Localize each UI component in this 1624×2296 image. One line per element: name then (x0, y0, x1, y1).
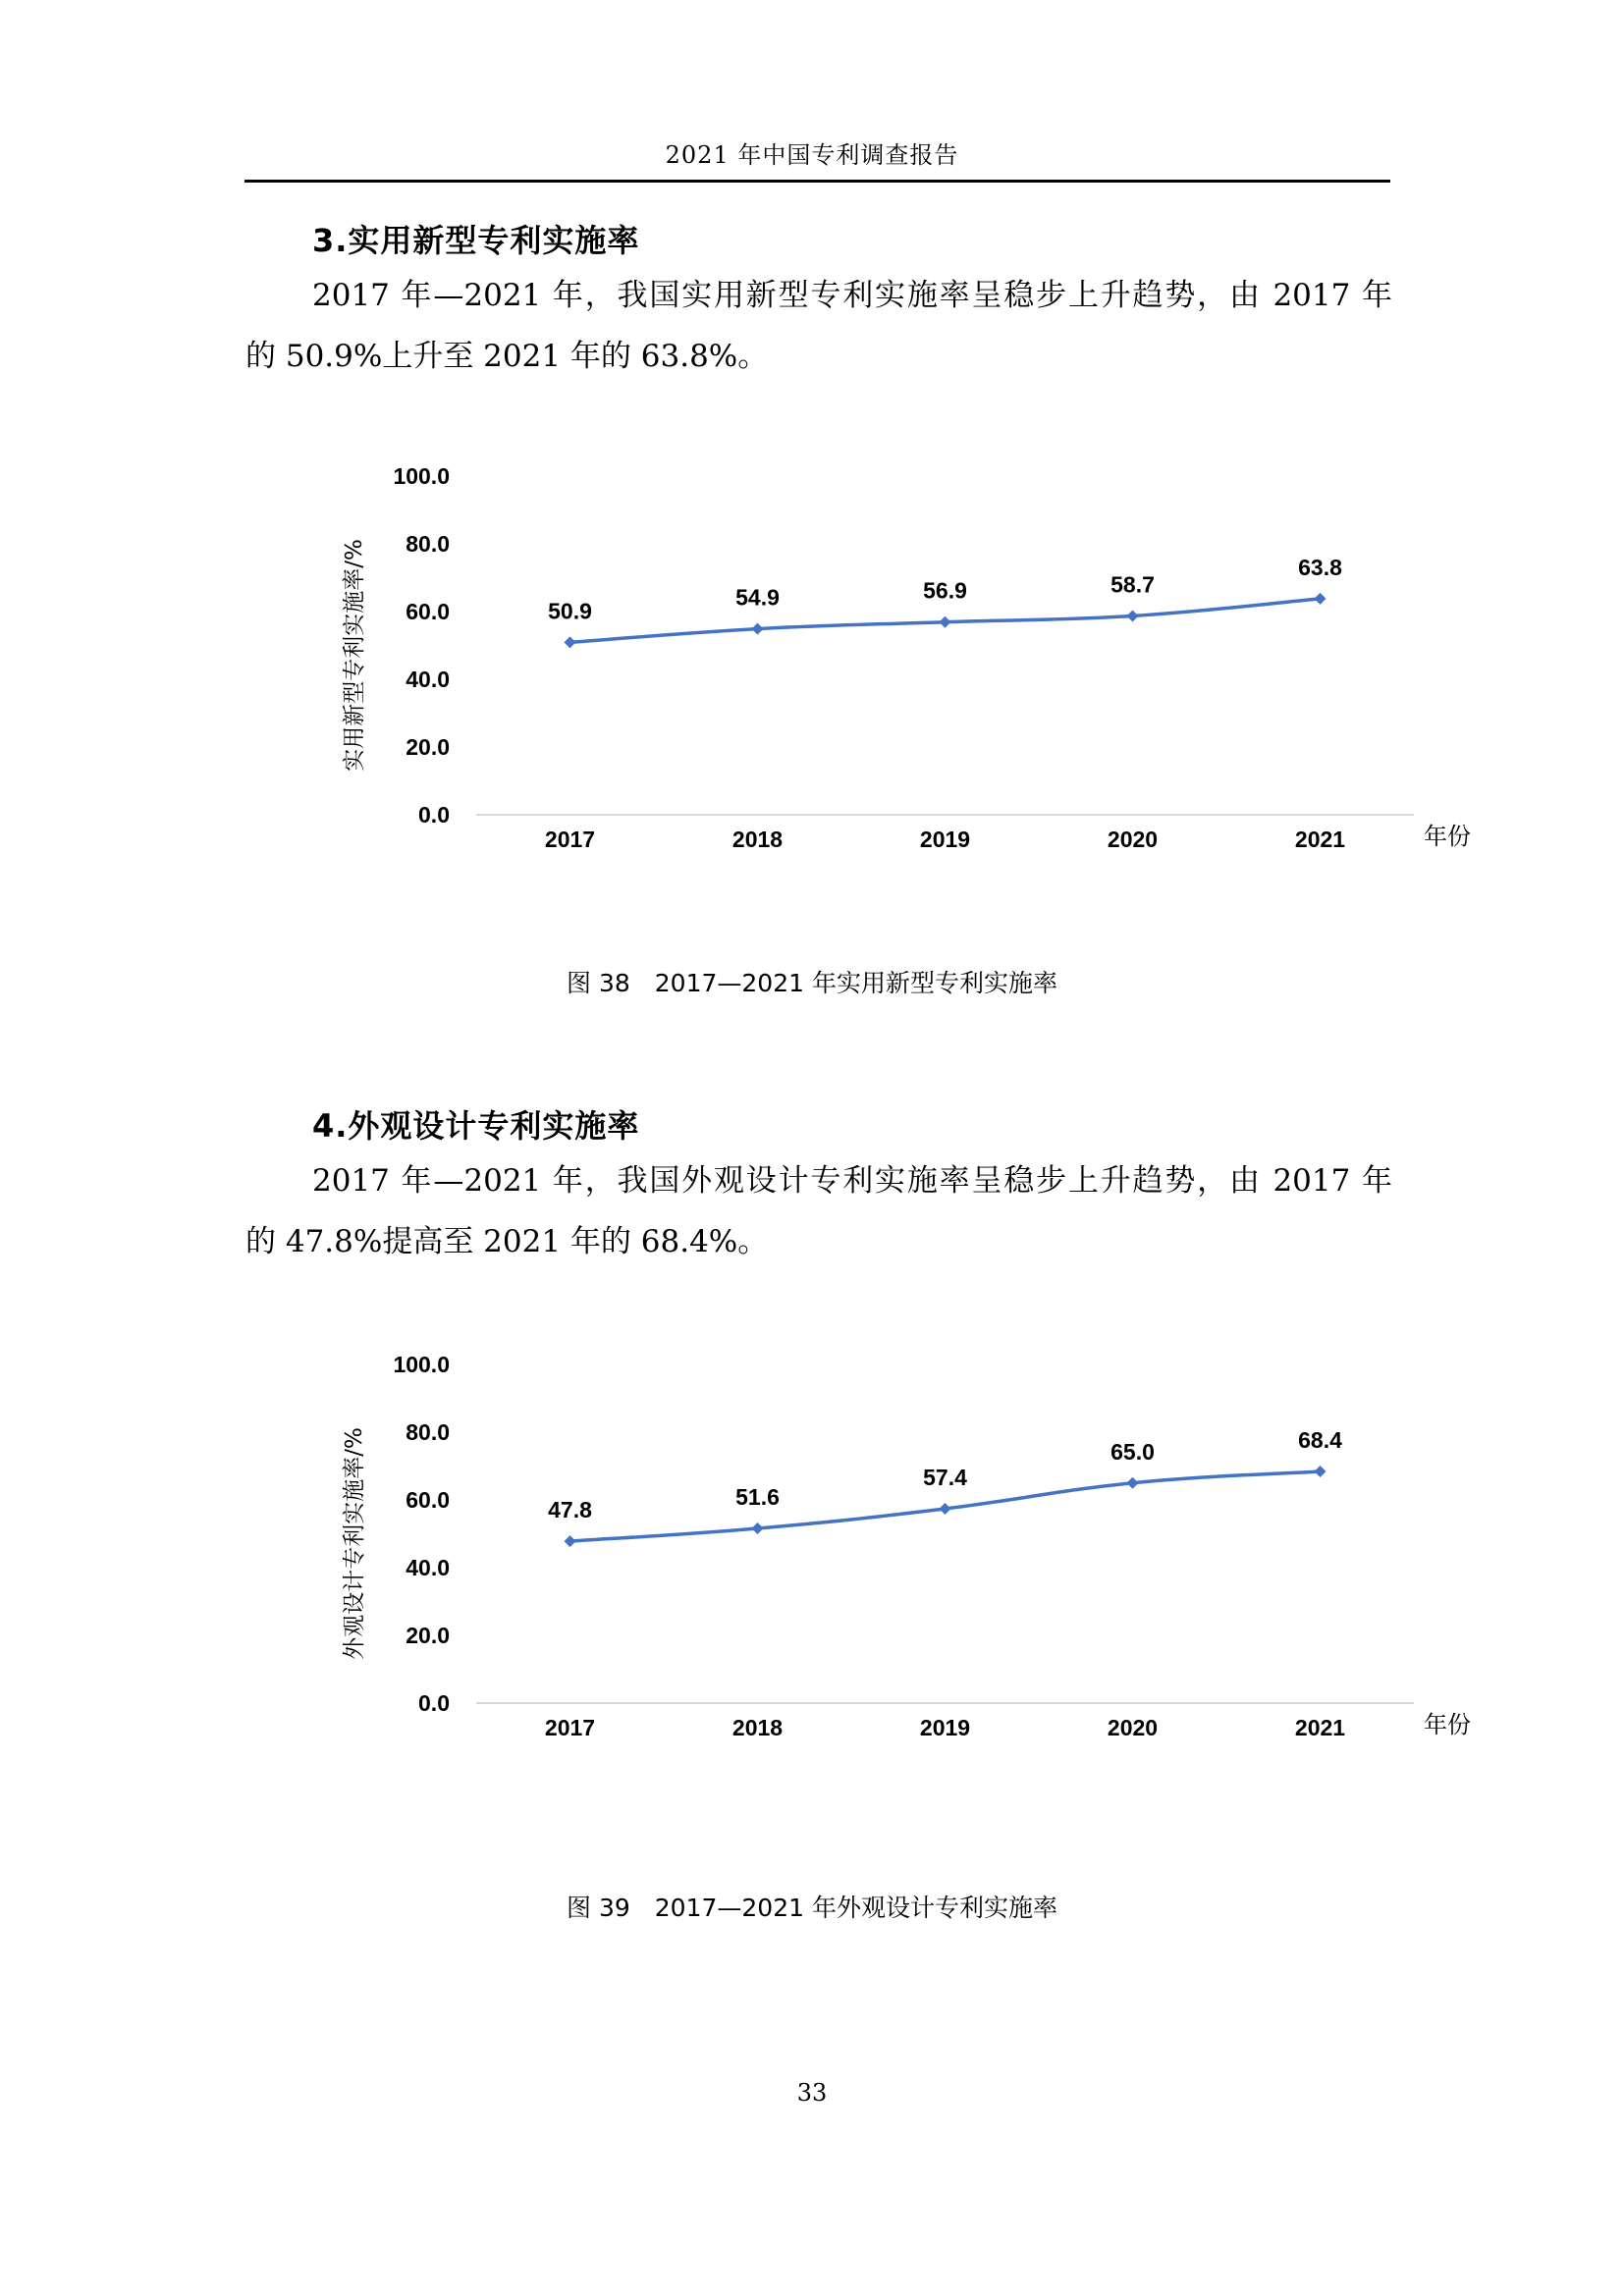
data-label: 54.9 (735, 584, 780, 611)
paragraph-line: 的 50.9%上升至 2021 年的 63.8%。 (245, 339, 769, 374)
y-tick-label: 80.0 (406, 531, 450, 557)
data-label: 63.8 (1298, 554, 1342, 580)
data-point-marker (565, 636, 576, 648)
chart-design-rate (324, 1350, 1471, 1740)
x-tick-label: 2021 (1294, 1715, 1346, 1740)
data-point-marker (940, 1503, 951, 1515)
paragraph-line: 的 47.8%提高至 2021 年的 68.4%。 (245, 1224, 769, 1259)
section-heading-utility-model: 3.实用新型专利实施率 (312, 222, 640, 259)
y-tick-label: 0.0 (418, 1690, 450, 1716)
x-tick-label: 2018 (731, 827, 784, 852)
chart-svg (324, 461, 1471, 874)
figure-caption-38: 图 38 2017—2021 年实用新型专利实施率 (567, 969, 1057, 997)
y-tick-label: 100.0 (393, 463, 450, 489)
page-number: 33 (796, 2079, 828, 2107)
y-axis-title: 外观设计专利实施率/% (342, 1427, 367, 1660)
y-tick-label: 100.0 (393, 1352, 450, 1377)
x-tick-label: 2021 (1294, 827, 1346, 852)
data-label: 50.9 (548, 598, 592, 624)
data-label: 58.7 (1110, 571, 1155, 598)
y-tick-label: 60.0 (406, 1487, 450, 1513)
y-axis-title: 实用新型专利实施率/% (342, 539, 367, 772)
y-tick-label: 0.0 (418, 802, 450, 828)
section-paragraph-utility-model (245, 265, 1392, 387)
x-tick-label: 2018 (731, 1715, 784, 1740)
x-tick-label: 2019 (919, 1715, 971, 1740)
section-paragraph-design (245, 1150, 1392, 1272)
x-tick-label: 2019 (919, 827, 971, 852)
y-tick-label: 40.0 (406, 667, 450, 692)
paragraph-line: 2017 年—2021 年，我国外观设计专利实施率呈稳步上升趋势，由 2017 年 (312, 1163, 1392, 1199)
header-divider (244, 180, 1390, 183)
data-label: 65.0 (1110, 1438, 1155, 1465)
y-tick-label: 20.0 (406, 1623, 450, 1648)
y-tick-label: 60.0 (406, 599, 450, 624)
data-label: 51.6 (735, 1483, 780, 1510)
data-label: 57.4 (923, 1464, 967, 1490)
data-point-marker (752, 1522, 764, 1534)
data-label: 47.8 (548, 1497, 592, 1523)
figure-caption-39: 图 39 2017—2021 年外观设计专利实施率 (567, 1894, 1057, 1922)
data-point-marker (1315, 1466, 1326, 1477)
data-label: 68.4 (1298, 1427, 1342, 1454)
chart-svg (324, 1350, 1471, 1762)
y-tick-label: 20.0 (406, 734, 450, 760)
data-label: 56.9 (923, 577, 967, 604)
paragraph-line: 2017 年—2021 年，我国实用新型专利实施率呈稳步上升趋势，由 2017 年 (312, 278, 1392, 313)
data-point-marker (565, 1535, 576, 1547)
y-tick-label: 40.0 (406, 1555, 450, 1580)
data-point-marker (1127, 610, 1139, 621)
chart-utility-model-rate (324, 461, 1471, 852)
running-header-title: 2021 年中国专利调查报告 (665, 141, 959, 169)
x-axis-title: 年份 (1424, 1711, 1471, 1738)
x-tick-label: 2020 (1107, 827, 1159, 852)
x-tick-label: 2017 (544, 827, 596, 852)
y-tick-label: 80.0 (406, 1419, 450, 1445)
data-point-marker (940, 616, 951, 628)
x-tick-label: 2017 (544, 1715, 596, 1740)
x-tick-label: 2020 (1107, 1715, 1159, 1740)
section-heading-design: 4.外观设计专利实施率 (312, 1107, 640, 1145)
x-axis-title: 年份 (1424, 823, 1471, 850)
data-point-marker (752, 623, 764, 635)
data-point-marker (1315, 593, 1326, 605)
data-point-marker (1127, 1477, 1139, 1489)
